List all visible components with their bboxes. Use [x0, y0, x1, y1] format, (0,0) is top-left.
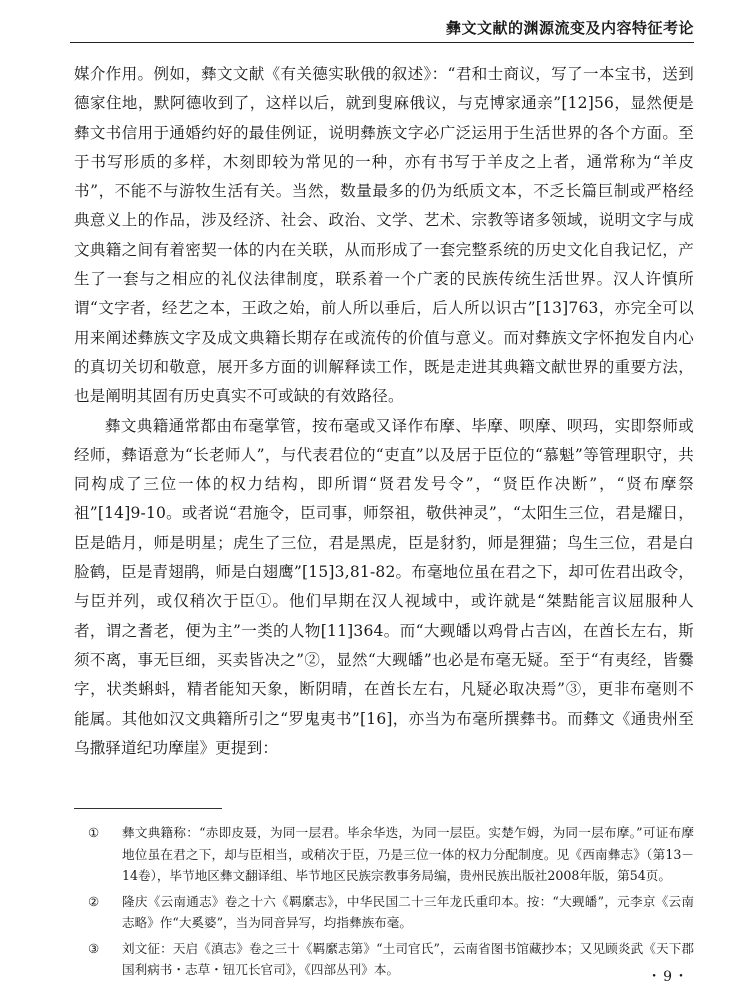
running-header-title: 彝文文献的渊源流变及内容特征考论 [445, 19, 694, 37]
footnotes [88, 822, 694, 985]
footnote-marker: ① [88, 825, 100, 840]
footnote-text: 刘文征：天启《滇志》卷之三十《羁縻志第》“土司官氏”，云南省图书馆藏抄本；又见顾炎武《天下郡国利病书・志草・钮兀长官司》，《四部丛刊》本。 [122, 940, 694, 977]
body-paragraph-1: 媒介作用。例如，彝文文献《有关德实耿俄的叙述》：“君和士商议，写了一本宝书，送到德家住地，默阿德收到了，这样以后，就到叟麻俄议，与克博家通亲”[12]56，显然便是彝文书信用于通婚约好的最佳例证，说明彝族文字必广泛运用于生活世界的各个方面。至于书写形质的多样，木刻即较为常见的一种，亦有书写于羊皮之上者，通常称为“羊皮书”，不能不与游牧生活有关。当然，数量最多的仍为纸质文本，不乏长篇巨制或严格经典意义上的作品，涉及经济、社会、政治、文学、艺术、宗教等诸多领域，说明文字与成文典籍之间有着密契一体的内在关联，从而形成了一套完整系统的历史文化自我记忆，产生了一套与之相应的礼仪法律制度，联系着一个广袤的民族传统生活世界。汉人许慎所谓“文字者，经艺之本，王政之始，前人所以垂后，后人所以识古”[13]763，亦完全可以用来阐述彝族文字及成文典籍长期存在或流传的价值与意义。而对彝族文字怀抱发自内心的真切关切和敬意，展开多方面的训解释读工作，既是走进其典籍文献世界的重要方法，也是阐明其固有历史真实不可或缺的有效路径。 [74, 65, 694, 406]
running-header [70, 14, 694, 43]
body-paragraph-2: 彝文典籍通常都由布毫掌管，按布毫或又译作布摩、毕摩、呗摩、呗玛，实即祭师或经师，彝语意为“长老师人”，与代表君位的“吏直”以及居于臣位的“慕魁”等管理职守，共同构成了三位一体的权力结构，即所谓“贤君发号令”，“贤臣作决断”，“贤布摩祭祖”[14]9-10。或者说“君施令，臣司事，师祭祖，敬供神灵”，“太阳生三位，君是耀日，臣是皓月，师是明星；虎生了三位，君是黑虎，臣是豺豹，师是狸猫；鸟生三位，君是白脸鹤，臣是青翅鹃，师是白翅鹰”[15]3,81-82。布毫地位虽在君之下，却可佐君出政令，与臣并列，或仅稍次于臣①。他们早期在汉人视域中，或许就是“桀黠能言议屈服种人者，谓之耆老，便为主”一类的人物[11]364。而“大觋皤以鸡骨占吉凶，在酋长左右，斯须不离，事无巨细，买卖皆决之”②，显然“大觋皤”也必是布毫无疑。至于“有夷经，皆爨字，状类蝌蚪，精者能知天象，断阴晴，在酋长左右，凡疑必取决焉”③，更非布毫则不能属。其他如汉文典籍所引之“罗鬼夷书”[16]，亦当为布毫所撰彝书。而彝文《通贵州至乌撒驿道纪功摩崖》更提到： [74, 416, 694, 757]
main-text [74, 60, 694, 763]
footnote-marker: ② [88, 893, 100, 909]
footnote-item [88, 891, 694, 934]
footnote-item [88, 822, 694, 887]
footnote-item [88, 938, 694, 981]
footnote-text: 隆庆《云南通志》卷之十六《羁縻志》，中华民国二十三年龙氏重印本。按：“大觋皤”，元李京《云南志略》作“大奚婆”，当为同音异写，均指彝族布毫。 [122, 893, 694, 930]
footnote-marker: ③ [88, 940, 100, 956]
page-number: ・9・ [647, 969, 690, 985]
footnote-divider [74, 808, 222, 809]
footnote-text: 彝文典籍称：“赤即皮聂，为同一层君。毕余华迭，为同一层臣。实楚乍姆，为同一层布摩。”可证布摩地位虽在君之下，却与臣相当，或稍次于臣，乃是三位一体的权力分配制度。见《西南彝志》（第13－14卷），毕节地区彝文翻译组、毕节地区民族宗教事务局编，贵州民族出版社2008年版，第54页。 [122, 825, 694, 883]
